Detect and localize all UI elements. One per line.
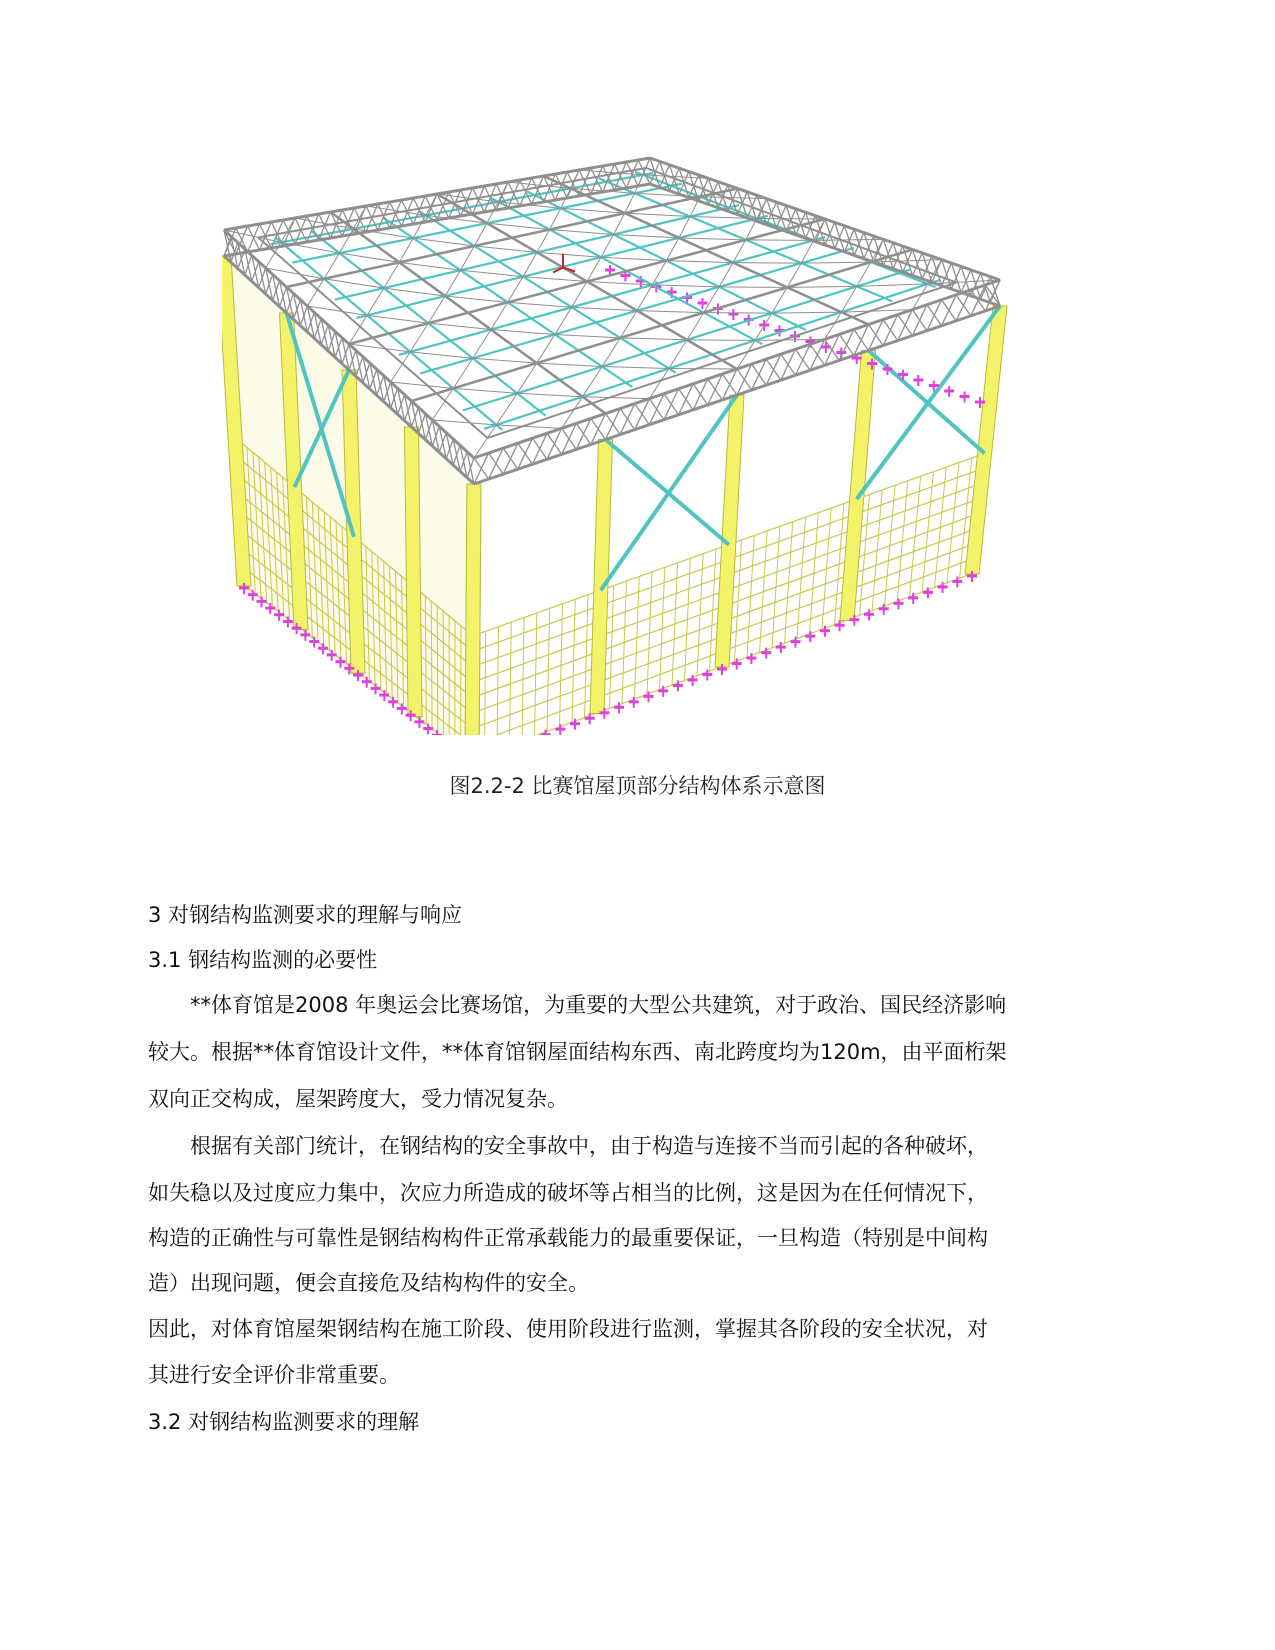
perimeter-truss-web <box>752 364 767 385</box>
column-left <box>405 427 423 717</box>
perimeter-truss-web <box>503 448 518 469</box>
perimeter-truss-web <box>606 414 621 435</box>
section-3-2-heading: 3.2 对钢结构监测要求的理解 <box>148 1410 420 1434</box>
paragraph-2-line-2: 如失稳以及过度应力集中，次应力所造成的破坏等占相当的比例，这是因为在任何情况下， <box>148 1181 988 1205</box>
column-front <box>465 484 481 735</box>
perimeter-truss-web <box>635 404 650 425</box>
perimeter-truss-web <box>532 438 547 459</box>
perimeter-truss-web <box>562 428 577 449</box>
paragraph-2-line-3: 构造的正确性与可靠性是钢结构构件正常承载能力的最重要保证，一旦构造（特别是中间构 <box>148 1226 988 1250</box>
perimeter-truss-web <box>927 305 942 326</box>
roof-structure-figure <box>222 150 1012 735</box>
paragraph-1-line-3: 双向正交构成，屋架跨度大，受力情况复杂。 <box>148 1087 568 1111</box>
perimeter-truss-web <box>620 409 635 430</box>
perimeter-truss-web <box>781 354 796 375</box>
perimeter-truss-web <box>898 315 913 336</box>
section-3-heading: 3 对钢结构监测要求的理解与响应 <box>148 903 463 927</box>
perimeter-truss-web <box>518 443 533 464</box>
perimeter-truss-web <box>722 374 737 395</box>
perimeter-truss-web <box>664 394 679 415</box>
perimeter-truss-web <box>869 325 884 346</box>
paragraph-3-line-2: 其进行安全评价非常重要。 <box>148 1363 400 1387</box>
roof-structure-model-image <box>222 150 1012 735</box>
perimeter-truss-web <box>737 369 752 390</box>
perimeter-truss-web <box>912 310 927 331</box>
figure-caption: 图2.2-2 比赛馆屋顶部分结构体系示意图 <box>449 774 826 798</box>
paragraph-3-line-1: 因此，对体育馆屋架钢结构在施工阶段、使用阶段进行监测，掌握其各阶段的安全状况，对 <box>148 1317 988 1341</box>
perimeter-truss-web <box>576 423 591 444</box>
paragraph-1-line-1: **体育馆是2008 年奥运会比赛场馆，为重要的大型公共建筑，对于政治、国民经济影响 <box>190 993 1007 1017</box>
section-3-1-heading: 3.1 钢结构监测的必要性 <box>148 948 378 972</box>
perimeter-truss-web <box>854 329 869 350</box>
perimeter-truss-web <box>795 349 810 370</box>
perimeter-truss-web <box>489 453 504 474</box>
paragraph-2-line-4: 造）出现问题，便会直接危及结构构件的安全。 <box>148 1271 589 1295</box>
perimeter-truss-web <box>708 379 723 400</box>
paragraph-1-line-2: 较大。根据**体育馆设计文件，**体育馆钢屋面结构东西、南北跨度均为120m，由平面桁架 <box>148 1040 1007 1064</box>
paragraph-2-line-1: 根据有关部门统计，在钢结构的安全事故中，由于构造与连接不当而引起的各种破坏， <box>190 1134 988 1158</box>
perimeter-truss-web <box>679 389 694 410</box>
left-wall-post <box>437 606 438 734</box>
perimeter-truss-web <box>956 295 971 316</box>
perimeter-truss-web <box>766 359 781 380</box>
perimeter-truss-web <box>883 320 898 341</box>
perimeter-truss-web <box>591 418 606 439</box>
perimeter-truss-web <box>547 433 562 454</box>
perimeter-truss-web <box>693 384 708 405</box>
perimeter-truss-web <box>825 339 840 360</box>
perimeter-truss-web <box>474 458 489 479</box>
perimeter-truss-web <box>942 300 957 321</box>
perimeter-truss-web <box>649 399 664 420</box>
